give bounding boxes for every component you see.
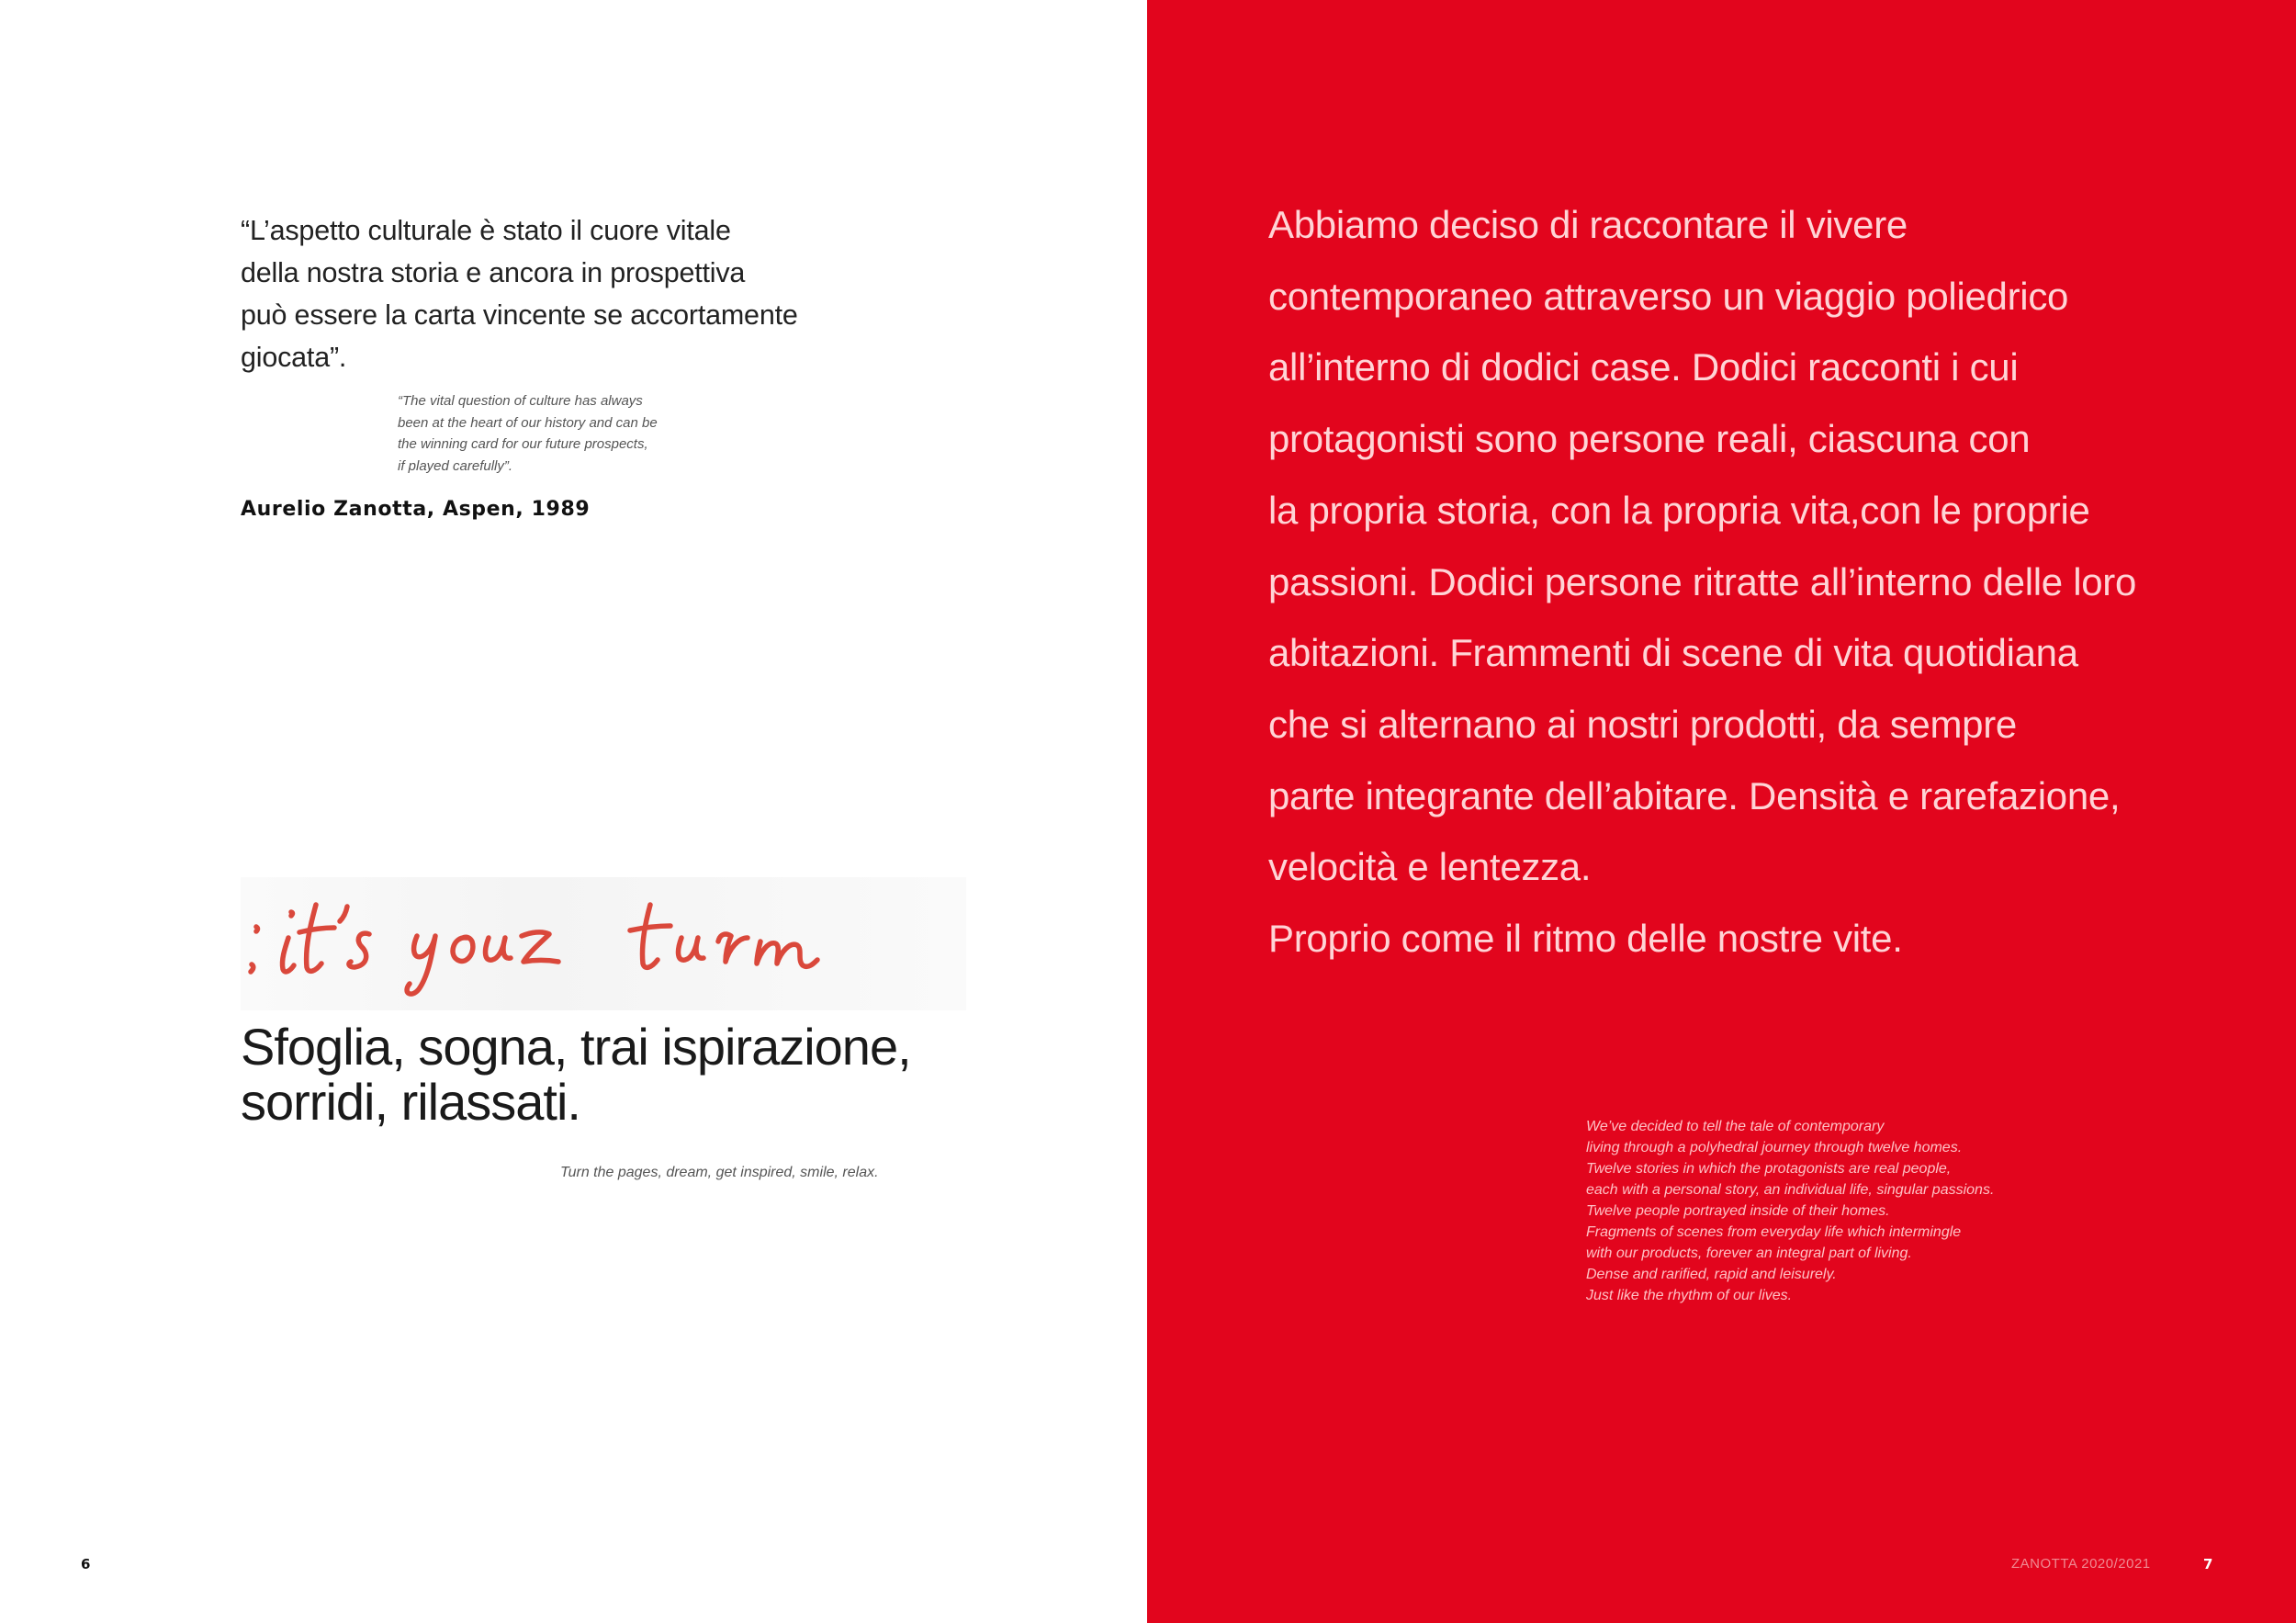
headline-line: Sfoglia, sogna, trai ispirazione, — [241, 1018, 911, 1076]
body-en-line: Just like the rhythm of our lives. — [1586, 1288, 1793, 1303]
quote-attribution: Aurelio Zanotta, Aspen, 1989 — [241, 498, 591, 521]
body-line: contemporaneo attraverso un viaggio poliedrico — [1268, 274, 2069, 318]
body-line: Abbiamo deciso di raccontare il vivere — [1268, 203, 1908, 246]
headline — [241, 1020, 1067, 1130]
body-line: protagonisti sono persone reali, ciascuna con — [1268, 417, 2031, 461]
body-en-line: each with a personal story, an individual life, singular passions. — [1586, 1182, 1995, 1198]
body-en-line: Fragments of scenes from everyday life which intermingle — [1586, 1224, 1962, 1240]
quote-en-line: “The vital question of culture has always — [398, 393, 643, 409]
body-line: la propria storia, con la propria vita,con le proprie — [1268, 488, 2090, 532]
body-en-line: Dense and rarified, rapid and leisurely. — [1586, 1267, 1837, 1282]
english-body-text — [1586, 1116, 2137, 1306]
headline-translation: Turn the pages, dream, get inspired, smile, relax. — [560, 1165, 879, 1180]
quote-line: giocata”. — [241, 342, 347, 373]
quote-line: può essere la carta vincente se accortamente — [241, 299, 798, 331]
quote-en-line: if played carefully”. — [398, 457, 513, 474]
body-en-line: with our products, forever an integral part of living. — [1586, 1245, 1912, 1261]
italian-body-text — [1268, 189, 2242, 975]
quote-en-line: the winning card for our future prospects, — [398, 436, 648, 452]
body-line: abitazioni. Frammenti di scene di vita quotidiana — [1268, 631, 2078, 675]
body-en-line: We’ve decided to tell the tale of contemporary — [1586, 1119, 1885, 1134]
italian-quote — [241, 209, 902, 378]
quote-line: della nostra storia e ancora in prospettiva — [241, 257, 746, 288]
body-line: parte integrante dell’abitare. Densità e rarefazione, — [1268, 773, 2121, 817]
page-number-left: 6 — [81, 1556, 91, 1572]
quote-line: “L’aspetto culturale è stato il cuore vitale — [241, 215, 731, 246]
body-line: Proprio come il ritmo delle nostre vite. — [1268, 917, 1903, 961]
body-line: all’interno di dodici case. Dodici racconti i cui — [1268, 345, 2019, 389]
page-number-right: 7 — [2203, 1556, 2213, 1572]
headline-line: sorridi, rilassati. — [241, 1073, 580, 1131]
english-quote — [398, 390, 765, 477]
handwritten-its-your-turn — [241, 877, 966, 1010]
body-en-line: Twelve people portrayed inside of their homes. — [1586, 1203, 1890, 1219]
body-line: velocità e lentezza. — [1268, 845, 1592, 889]
body-line: che si alternano ai nostri prodotti, da sempre — [1268, 702, 2017, 746]
body-en-line: living through a polyhedral journey through twelve homes. — [1586, 1140, 1963, 1155]
quote-en-line: been at the heart of our history and can be — [398, 414, 658, 431]
body-en-line: Twelve stories in which the protagonists are real people, — [1586, 1161, 1952, 1177]
footer-brand-label: ZANOTTA 2020/2021 — [2011, 1556, 2151, 1572]
body-line: passioni. Dodici persone ritratte all’interno delle loro — [1268, 559, 2137, 603]
